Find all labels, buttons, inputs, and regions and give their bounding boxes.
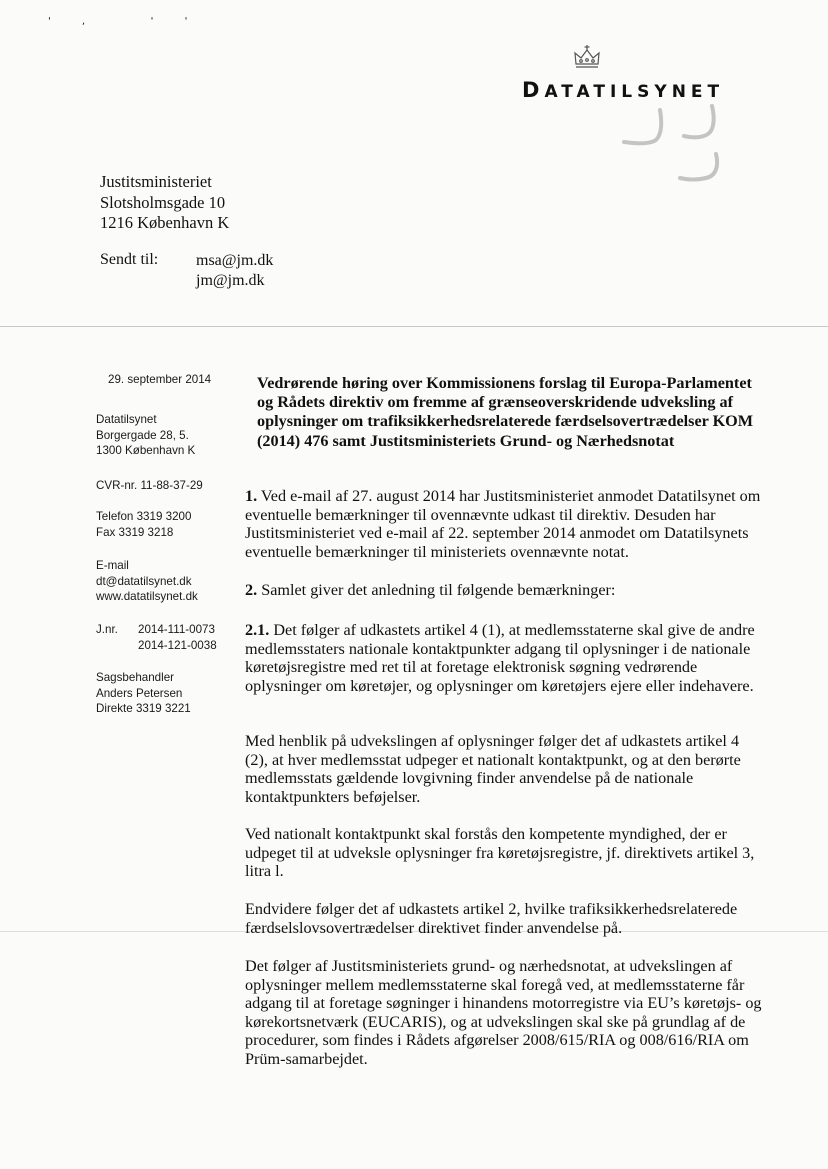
sent-to-label: Sendt til: <box>100 251 159 268</box>
paragraph-number: 2.1. <box>245 621 270 639</box>
recipient-city: 1216 København K <box>100 213 230 232</box>
jnr-value: 2014-121-0038 <box>138 638 217 652</box>
journal-numbers <box>96 622 217 653</box>
fax-number: Fax 3319 3218 <box>96 525 174 539</box>
website-link[interactable]: www.datatilsynet.dk <box>96 590 198 603</box>
paragraph-2-1 <box>245 621 765 695</box>
sender-name: Datatilsynet <box>96 413 157 426</box>
crown-icon <box>572 44 602 70</box>
contact-phone-fax <box>96 509 191 540</box>
paragraph-text: Ved e-mail af 27. august 2014 har Justitsministeriet anmodet Datatilsynet om eventuelle bemærkninger til ovennævnte udkast til direktiv. Desuden har Justitsministeriet ved e-mail af 22. september 2014 anmodet om Datatilsynets eventuelle bemærkninger til ministeriets ovennævnte notat. <box>245 487 761 561</box>
paragraph-3: Med henblik på udvekslingen af oplysninger følger det af udkastets artikel 4 (2), at hver medlemsstat udpeger et nationalt kontaktpunkt, og at den berørte medlemsstats gældende lovgivning finder anvendelse på de nationale kontaktpunkters beføjelser. <box>245 732 741 806</box>
divider <box>0 326 828 327</box>
case-handler-name: Anders Petersen <box>96 686 183 700</box>
recipient-name: Justitsministeriet <box>100 172 212 191</box>
paragraph-5: Endvidere følger det af udkastets artikel 2, hvilke trafiksikkerhedsrelaterede færdselslovsovertrædelser direktivet finder anvendelse på. <box>245 900 738 937</box>
email-link[interactable]: jm@jm.dk <box>196 272 265 289</box>
paragraph-6: Det følger af Justitsministeriets grund- og nærhedsnotat, at udvekslingen af oplysninger mellem medlemsstaterne skal foregå ved, at medlemsstaterne får adgang til at foretage søgninger i hinandens motorregistre via EU’s køretøjs- og kørekortsnetværk (EUCARIS), og at udvekslingen skal ske på grundlag af de procedurer, som findes i Rådets afgørelser 2008/615/RIA og 008/616/RIA om Prüm-samarbejdet. <box>245 957 762 1068</box>
letter-date: 29. september 2014 <box>108 373 212 386</box>
sender-street: Borgergade 28, 5. <box>96 428 189 442</box>
organization-logo: DATATILSYNET <box>522 78 725 102</box>
email-link[interactable]: msa@jm.dk <box>196 252 274 269</box>
paragraph-number: 2. <box>245 581 258 599</box>
signature-mark <box>618 104 728 186</box>
sender-email-link[interactable]: dt@datatilsynet.dk <box>96 574 192 588</box>
case-handler-label: Sagsbehandler <box>96 671 174 684</box>
cvr-number: CVR-nr. 11-88-37-29 <box>96 479 203 492</box>
email-label: E-mail <box>96 559 129 572</box>
sender-city: 1300 København K <box>96 444 196 457</box>
recipient-address <box>100 172 229 234</box>
paragraph-text: Samlet giver det anledning til følgende bemærkninger: <box>261 581 616 599</box>
jnr-value: 2014-111-0073 <box>138 623 215 636</box>
paragraph-1 <box>245 487 765 561</box>
sender-address <box>96 412 195 459</box>
recipient-street: Slotsholmsgade 10 <box>100 192 226 212</box>
phone-number: Telefon 3319 3200 <box>96 510 192 523</box>
jnr-label: J.nr. <box>96 623 118 636</box>
scan-marks: ' , ' ' <box>48 16 202 27</box>
paragraph-number: 1. <box>245 487 258 505</box>
sent-to-emails <box>196 251 273 291</box>
paragraph-4: Ved nationalt kontaktpunkt skal forstås den kompetente myndighed, der er udpeget til at udveksle oplysninger fra køretøjsregistre, jf. direktivets artikel 3, litra l. <box>245 825 755 881</box>
case-handler <box>96 670 191 717</box>
paragraph-text: Det følger af udkastets artikel 4 (1), at medlemsstaterne skal give de andre medlemsstaters nationale kontaktpunkter adgang til oplysninger i de nationale køretøjsregistre med ret til at foretage elektronisk søgning vedrørende oplysninger om køretøjer, og oplysninger om køretøjers ejere eller indehavere. <box>245 621 755 695</box>
paragraph-2 <box>245 581 765 600</box>
letter-subject: Vedrørende høring over Kommissionens forslag til Europa-Parlamentet og Rådets direktiv om fremme af grænseoverskridende udveksling af oplysninger om trafiksikkerhedsrelaterede færdselsovertrædelser KOM (2014) 476 samt Justitsministeriets Grund- og Nærhedsnotat <box>257 374 754 450</box>
direct-phone: Direkte 3319 3221 <box>96 702 191 715</box>
contact-online <box>96 558 198 605</box>
